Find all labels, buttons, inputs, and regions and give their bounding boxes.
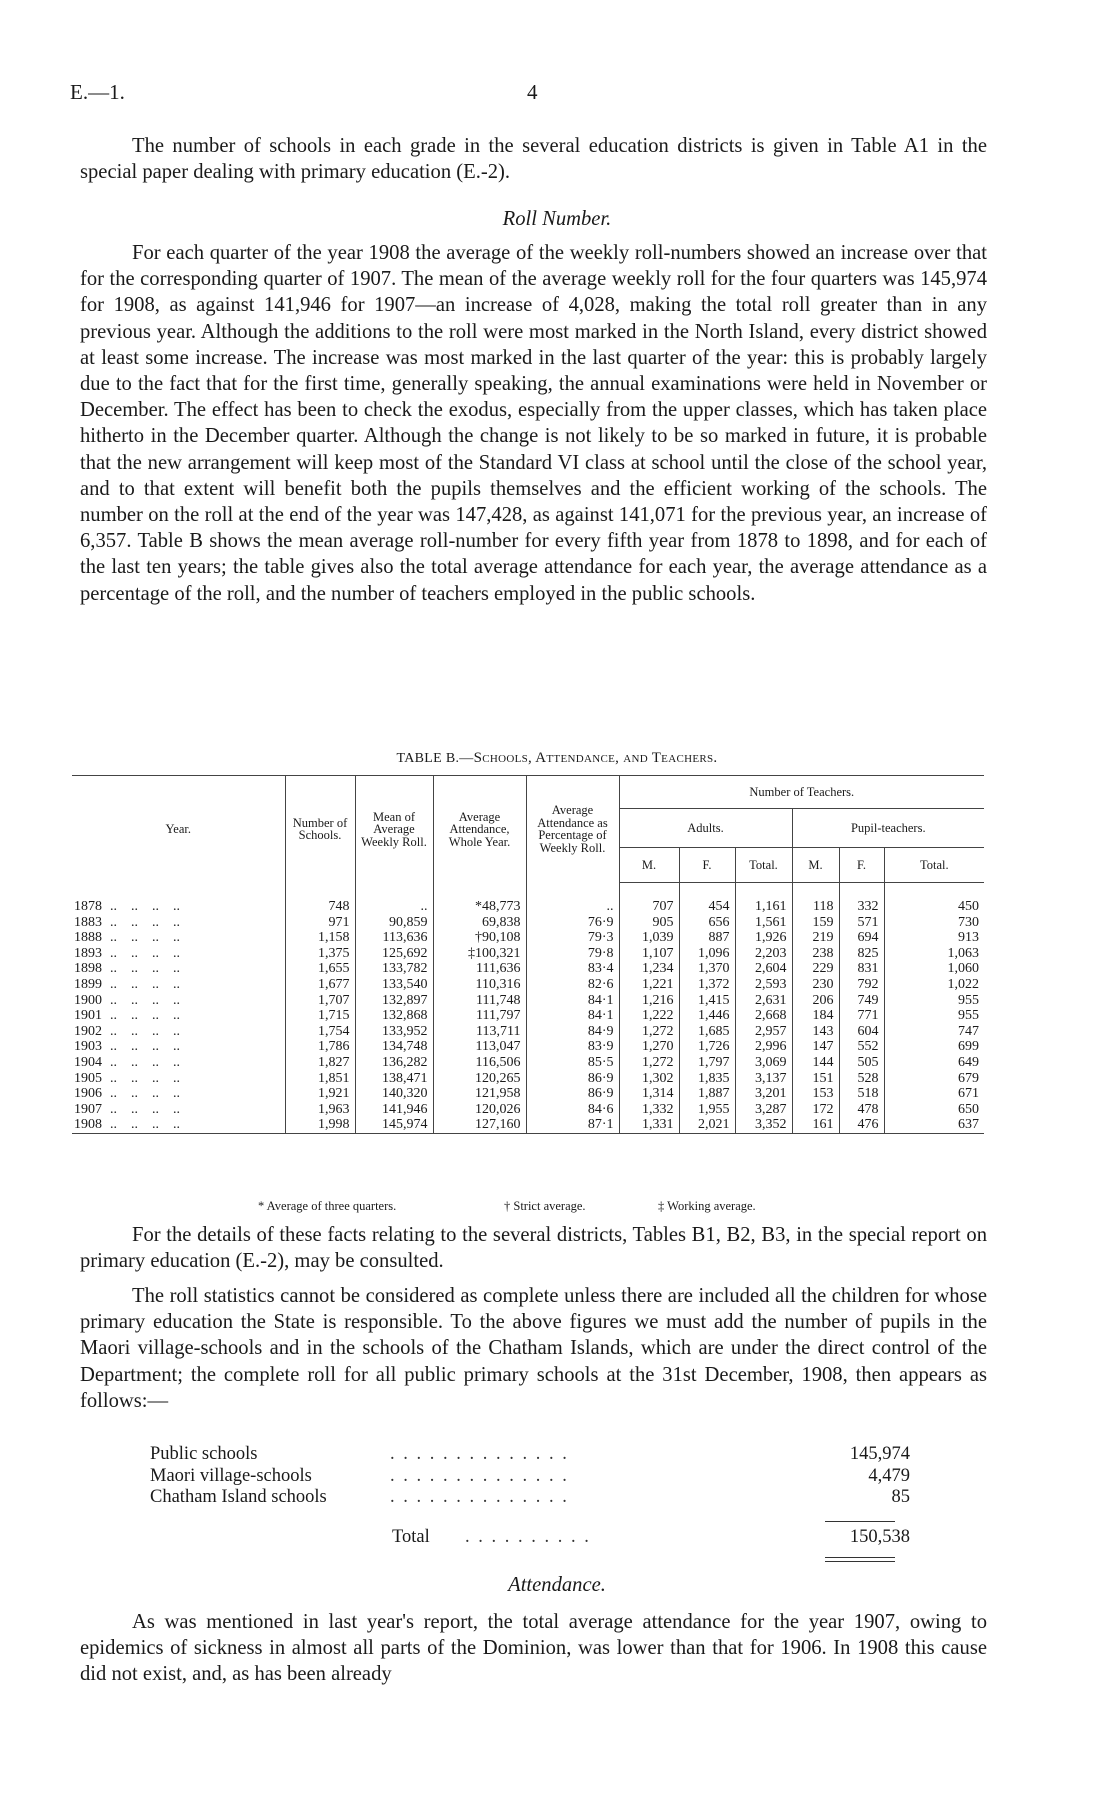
- table-cell: 79·3: [526, 930, 619, 946]
- table-cell: 552: [839, 1039, 884, 1055]
- table-caption-prefix: TABLE B.—: [396, 751, 474, 766]
- table-cell: 454: [679, 899, 735, 915]
- year-label: 1903: [74, 1039, 102, 1055]
- cell-year: [72, 1039, 285, 1055]
- table-cell: 3,352: [735, 1117, 792, 1133]
- table-cell: 679: [884, 1071, 984, 1087]
- table-cell: 1,370: [679, 961, 735, 977]
- table-cell: 771: [839, 1008, 884, 1024]
- table-cell: ..: [355, 899, 433, 915]
- leader-dots: .. .. .. ..: [110, 1039, 180, 1055]
- col-header-pupil-f: F.: [839, 848, 884, 883]
- cell-year: [72, 1071, 285, 1087]
- summary-label: Chatham Island schools: [150, 1487, 327, 1507]
- table-cell: 1,754: [285, 1024, 355, 1040]
- table-cell: 1,272: [619, 1024, 679, 1040]
- table-cell: ‡100,321: [433, 946, 526, 962]
- leader-dots: .. .. .. ..: [110, 914, 180, 930]
- table-cell: 1,314: [619, 1086, 679, 1102]
- year-label: 1905: [74, 1070, 102, 1086]
- table-cell: 825: [839, 946, 884, 962]
- leader-dots: .. .. .. ..: [110, 1101, 180, 1117]
- table-cell: 184: [792, 1008, 839, 1024]
- table-cell: 1,955: [679, 1102, 735, 1118]
- leader-dots: .. .. .. ..: [110, 976, 180, 992]
- table-b: [72, 775, 984, 1134]
- cell-year: [72, 915, 285, 931]
- table-cell: 1,096: [679, 946, 735, 962]
- year-label: 1904: [74, 1054, 102, 1070]
- cell-year: [72, 1086, 285, 1102]
- leader-dots: .. .. .. ..: [110, 1008, 180, 1024]
- cell-year: [72, 1117, 285, 1133]
- table-cell: 2,593: [735, 977, 792, 993]
- table-cell: 1,887: [679, 1086, 735, 1102]
- roll-summary-total: [150, 1527, 910, 1549]
- table-cell: 1,375: [285, 946, 355, 962]
- year-label: 1901: [74, 1008, 102, 1024]
- table-cell: 2,203: [735, 946, 792, 962]
- table-cell: 656: [679, 915, 735, 931]
- paragraph-roll-stats: The roll statistics cannot be considered as complete unless there are included all the children for whose primary education the State is responsible. To the above figures we must add the number of pupils in the Maori village-schools and in the schools of the Chatham Islands, which are under the direct control of the Department; the complete roll for all public primary schools at the 31st December, 1908, then appears as follows:—: [80, 1285, 987, 1412]
- year-label: 1908: [74, 1117, 102, 1133]
- year-label: 1907: [74, 1101, 102, 1117]
- table-cell: 1,372: [679, 977, 735, 993]
- table-row: [72, 930, 984, 946]
- table-cell: 707: [619, 899, 679, 915]
- table-cell: 2,604: [735, 961, 792, 977]
- table-cell: 637: [884, 1117, 984, 1133]
- table-cell: 971: [285, 915, 355, 931]
- table-cell: 85·5: [526, 1055, 619, 1071]
- table-cell: 83·4: [526, 961, 619, 977]
- cell-year: [72, 1024, 285, 1040]
- summary-value: 85: [891, 1487, 910, 1507]
- table-cell: 1,331: [619, 1117, 679, 1133]
- leader-dots: .. .. .. ..: [110, 1023, 180, 1039]
- cell-year: [72, 899, 285, 915]
- table-cell: 132,897: [355, 993, 433, 1009]
- table-cell: 69,838: [433, 915, 526, 931]
- leader-dots: .. .. .. ..: [110, 930, 180, 946]
- table-cell: 1,222: [619, 1008, 679, 1024]
- table-cell: 141,946: [355, 1102, 433, 1118]
- summary-rule-bottom-1: [825, 1557, 895, 1558]
- table-cell: 1,446: [679, 1008, 735, 1024]
- table-cell: 1,835: [679, 1071, 735, 1087]
- table-cell: 113,636: [355, 930, 433, 946]
- table-cell: 748: [285, 899, 355, 915]
- table-cell: ..: [526, 899, 619, 915]
- table-cell: 111,797: [433, 1008, 526, 1024]
- table-cell: 161: [792, 1117, 839, 1133]
- table-cell: 1,270: [619, 1039, 679, 1055]
- leader-dots: .. .. .. ..: [110, 1054, 180, 1070]
- table-cell: 505: [839, 1055, 884, 1071]
- table-cell: 140,320: [355, 1086, 433, 1102]
- table-cell: 238: [792, 946, 839, 962]
- summary-label: Public schools: [150, 1444, 258, 1464]
- heading-attendance: Attendance.: [508, 1574, 606, 1596]
- table-cell: 133,540: [355, 977, 433, 993]
- col-header-pupil-teachers: Pupil-teachers.: [792, 809, 984, 848]
- table-cell: 147: [792, 1039, 839, 1055]
- table-cell: 887: [679, 930, 735, 946]
- table-cell: 1,677: [285, 977, 355, 993]
- table-row: [72, 1008, 984, 1024]
- table-cell: 730: [884, 915, 984, 931]
- table-cell: 1,161: [735, 899, 792, 915]
- table-row: [72, 899, 984, 915]
- table-cell: 571: [839, 915, 884, 931]
- cell-year: [72, 930, 285, 946]
- table-cell: 219: [792, 930, 839, 946]
- summary-leader-dots: . . . . . . . . . . . . . .: [390, 1487, 569, 1507]
- summary-total-row: [150, 1527, 910, 1549]
- table-cell: 83·9: [526, 1039, 619, 1055]
- table-cell: 905: [619, 915, 679, 931]
- cell-year: [72, 946, 285, 962]
- table-cell: 132,868: [355, 1008, 433, 1024]
- table-cell: 113,047: [433, 1039, 526, 1055]
- table-cell: 478: [839, 1102, 884, 1118]
- table-cell: 111,636: [433, 961, 526, 977]
- cell-year: [72, 961, 285, 977]
- table-cell: 955: [884, 1008, 984, 1024]
- table-cell: †90,108: [433, 930, 526, 946]
- table-cell: 84·9: [526, 1024, 619, 1040]
- table-cell: 1,221: [619, 977, 679, 993]
- col-header-pupil-total: Total.: [884, 848, 984, 883]
- year-label: 1878: [74, 899, 102, 914]
- table-cell: 699: [884, 1039, 984, 1055]
- table-cell: 116,506: [433, 1055, 526, 1071]
- table-cell: 1,797: [679, 1055, 735, 1071]
- table-row: [72, 1102, 984, 1118]
- table-row: [72, 1071, 984, 1087]
- col-header-schools: Number of Schools.: [285, 776, 355, 883]
- table-row: [72, 961, 984, 977]
- heading-roll-number: Roll Number.: [502, 208, 612, 230]
- table-cell: 76·9: [526, 915, 619, 931]
- table-cell: 121,958: [433, 1086, 526, 1102]
- table-caption-title: Schools, Attendance, and Teachers.: [473, 750, 718, 766]
- table-row: [72, 915, 984, 931]
- cell-year: [72, 1055, 285, 1071]
- table-row: [72, 1055, 984, 1071]
- col-header-adults: Adults.: [619, 809, 792, 848]
- table-cell: 913: [884, 930, 984, 946]
- table-cell: 476: [839, 1117, 884, 1133]
- document-code: E.—1.: [70, 80, 125, 104]
- table-cell: 694: [839, 930, 884, 946]
- table-cell: 955: [884, 993, 984, 1009]
- table-cell: 172: [792, 1102, 839, 1118]
- table-cell: 143: [792, 1024, 839, 1040]
- table-cell: 84·1: [526, 993, 619, 1009]
- table-cell: 136,282: [355, 1055, 433, 1071]
- year-label: 1883: [74, 914, 102, 930]
- table-cell: 1,963: [285, 1102, 355, 1118]
- table-cell: 1,060: [884, 961, 984, 977]
- table-cell: 86·9: [526, 1071, 619, 1087]
- table-cell: 153: [792, 1086, 839, 1102]
- leader-dots: .. .. .. ..: [110, 961, 180, 977]
- table-cell: 110,316: [433, 977, 526, 993]
- col-header-year: Year.: [72, 776, 285, 883]
- table-cell: 84·1: [526, 1008, 619, 1024]
- leader-dots: .. .. .. ..: [110, 1086, 180, 1102]
- table-cell: 831: [839, 961, 884, 977]
- page-number: 4: [527, 80, 538, 104]
- cell-year: [72, 977, 285, 993]
- table-cell: 2,021: [679, 1117, 735, 1133]
- table-cell: 134,748: [355, 1039, 433, 1055]
- table-cell: 332: [839, 899, 884, 915]
- table-spacer-row: [72, 883, 984, 900]
- cell-year: [72, 1008, 285, 1024]
- year-label: 1900: [74, 992, 102, 1008]
- table-row: [72, 977, 984, 993]
- summary-total-leader-dots: . . . . . . . . . .: [465, 1527, 591, 1547]
- table-cell: 3,137: [735, 1071, 792, 1087]
- year-label: 1898: [74, 961, 102, 977]
- table-row: [72, 1117, 984, 1133]
- leader-dots: .. .. .. ..: [110, 1117, 180, 1133]
- table-caption: [0, 750, 1114, 767]
- table-cell: 3,287: [735, 1102, 792, 1118]
- col-header-teachers: Number of Teachers.: [619, 776, 984, 809]
- summary-total-value: 150,538: [849, 1527, 910, 1547]
- table-cell: 1,302: [619, 1071, 679, 1087]
- table-cell: 113,711: [433, 1024, 526, 1040]
- table-cell: 1,158: [285, 930, 355, 946]
- table-cell: 792: [839, 977, 884, 993]
- table-cell: 2,996: [735, 1039, 792, 1055]
- table-cell: 3,069: [735, 1055, 792, 1071]
- table-cell: 1,415: [679, 993, 735, 1009]
- table-cell: 120,026: [433, 1102, 526, 1118]
- summary-label: Maori village-schools: [150, 1465, 312, 1486]
- col-header-adults-m: M.: [619, 848, 679, 883]
- summary-row: [150, 1466, 910, 1488]
- col-header-mean-roll: Mean of Average Weekly Roll.: [355, 776, 433, 883]
- paragraph-intro: The number of schools in each grade in the several education districts is given in Table A1 in the special paper dealing with primary education (E.-2).: [80, 135, 987, 184]
- table-cell: 604: [839, 1024, 884, 1040]
- table-cell: 1,685: [679, 1024, 735, 1040]
- table-cell: *48,773: [433, 899, 526, 915]
- col-header-adults-f: F.: [679, 848, 735, 883]
- table-cell: 1,998: [285, 1117, 355, 1133]
- table-cell: 650: [884, 1102, 984, 1118]
- footnote-three-quarters: * Average of three quarters.: [258, 1199, 397, 1213]
- summary-total-label: Total: [392, 1527, 430, 1547]
- table-cell: 1,707: [285, 993, 355, 1009]
- table-cell: 111,748: [433, 993, 526, 1009]
- table-cell: 1,851: [285, 1071, 355, 1087]
- table-cell: 1,726: [679, 1039, 735, 1055]
- table-cell: 1,715: [285, 1008, 355, 1024]
- leader-dots: .. .. .. ..: [110, 899, 180, 914]
- table-cell: 118: [792, 899, 839, 915]
- footnote-strict-average: † Strict average.: [504, 1199, 586, 1213]
- table-cell: 133,952: [355, 1024, 433, 1040]
- table-cell: 84·6: [526, 1102, 619, 1118]
- col-header-adults-total: Total.: [735, 848, 792, 883]
- table-cell: 518: [839, 1086, 884, 1102]
- table-cell: 145,974: [355, 1117, 433, 1133]
- table-cell: 747: [884, 1024, 984, 1040]
- table-cell: 159: [792, 915, 839, 931]
- paragraph-details: For the details of these facts relating to the several districts, Tables B1, B2, B3, in the special report on primary education (E.-2), may be consulted.: [80, 1224, 987, 1273]
- col-header-pupil-m: M.: [792, 848, 839, 883]
- table-row: [72, 946, 984, 962]
- table-cell: 230: [792, 977, 839, 993]
- year-label: 1888: [74, 930, 102, 946]
- table-cell: 1,063: [884, 946, 984, 962]
- table-cell: 125,692: [355, 946, 433, 962]
- table-cell: 127,160: [433, 1117, 526, 1133]
- table-cell: 1,332: [619, 1102, 679, 1118]
- summary-leader-dots: . . . . . . . . . . . . . .: [390, 1465, 569, 1486]
- footnote-working-average: ‡ Working average.: [658, 1199, 756, 1213]
- table-cell: 206: [792, 993, 839, 1009]
- summary-row: [150, 1487, 910, 1509]
- year-label: 1893: [74, 945, 102, 961]
- summary-rule-bottom-2: [825, 1561, 895, 1562]
- table-row: [72, 1039, 984, 1055]
- summary-value: 4,479: [868, 1465, 910, 1486]
- year-label: 1899: [74, 976, 102, 992]
- table-cell: 90,859: [355, 915, 433, 931]
- col-header-percent: Average Attendance as Percentage of Weekly Roll.: [526, 776, 619, 883]
- table-cell: 1,234: [619, 961, 679, 977]
- table-cell: 749: [839, 993, 884, 1009]
- table-cell: 138,471: [355, 1071, 433, 1087]
- leader-dots: .. .. .. ..: [110, 945, 180, 961]
- table-cell: 1,926: [735, 930, 792, 946]
- table-cell: 1,216: [619, 993, 679, 1009]
- table-cell: 1,272: [619, 1055, 679, 1071]
- leader-dots: .. .. .. ..: [110, 1070, 180, 1086]
- table-cell: 151: [792, 1071, 839, 1087]
- table-cell: 1,107: [619, 946, 679, 962]
- paragraph-roll-number: For each quarter of the year 1908 the average of the weekly roll-numbers showed an increase over that for the corresponding quarter of 1907. The mean of the average weekly roll for the four quarters was 145,974 for 1908, as against 141,946 for 1907—an increase of 4,028, making the total roll greater than in any previous year. Although the additions to the roll were most marked in the North Island, every district showed at least some increase. The increase was most marked in the last quarter of the year: this is probably largely due to the fact that for the first time, generally speaking, the annual examinations were held in November or December. The effect has been to check the exodus, especially from the upper classes, which has taken place hitherto in the December quarter. Although the change is not likely to be so marked in future, it is probable that the new arrangement will keep most of the Standard VI class at school until the close of the school year, and to that extent will benefit both the pupils themselves and the efficient working of the schools. The number on the roll at the end of the year was 147,428, as against 141,071 for the previous year, an increase of 6,357. Table B shows the mean average roll-number for every fifth year from 1878 to 1898, and for each of the last ten years; the table gives also the total average attendance for each year, the average attendance as a percentage of the roll, and the number of teachers employed in the public schools.: [80, 242, 987, 605]
- table-cell: 1,039: [619, 930, 679, 946]
- summary-leader-dots: . . . . . . . . . . . . . .: [390, 1444, 569, 1464]
- table-cell: 229: [792, 961, 839, 977]
- col-header-attendance: Average Attendance, Whole Year.: [433, 776, 526, 883]
- table-cell: 133,782: [355, 961, 433, 977]
- table-cell: 3,201: [735, 1086, 792, 1102]
- table-row: [72, 993, 984, 1009]
- year-label: 1902: [74, 1023, 102, 1039]
- cell-year: [72, 993, 285, 1009]
- table-cell: 79·8: [526, 946, 619, 962]
- roll-summary: [150, 1444, 910, 1509]
- table-cell: 2,957: [735, 1024, 792, 1040]
- table-cell: 87·1: [526, 1117, 619, 1133]
- table-cell: 1,921: [285, 1086, 355, 1102]
- table-cell: 1,827: [285, 1055, 355, 1071]
- table-cell: 450: [884, 899, 984, 915]
- table-cell: 120,265: [433, 1071, 526, 1087]
- table-cell: 1,655: [285, 961, 355, 977]
- table-cell: 649: [884, 1055, 984, 1071]
- table-cell: 86·9: [526, 1086, 619, 1102]
- table-cell: 144: [792, 1055, 839, 1071]
- table-cell: 2,631: [735, 993, 792, 1009]
- table-cell: 2,668: [735, 1008, 792, 1024]
- table-cell: 1,022: [884, 977, 984, 993]
- year-label: 1906: [74, 1086, 102, 1102]
- cell-year: [72, 1102, 285, 1118]
- table-cell: 528: [839, 1071, 884, 1087]
- leader-dots: .. .. .. ..: [110, 992, 180, 1008]
- summary-rule-top: [825, 1521, 895, 1522]
- table-row: [72, 1086, 984, 1102]
- table-cell: 1,561: [735, 915, 792, 931]
- table-cell: 671: [884, 1086, 984, 1102]
- table-cell: 1,786: [285, 1039, 355, 1055]
- summary-row: [150, 1444, 910, 1466]
- summary-value: 145,974: [849, 1444, 910, 1464]
- table-cell: 82·6: [526, 977, 619, 993]
- table-body: [72, 883, 984, 1134]
- paragraph-attendance: As was mentioned in last year's report, the total average attendance for the year 1907, owing to epidemics of sickness in almost all parts of the Dominion, was lower than that for 1906. In 1908 this cause did not exist, and, as has been already: [80, 1611, 987, 1686]
- table-row: [72, 1024, 984, 1040]
